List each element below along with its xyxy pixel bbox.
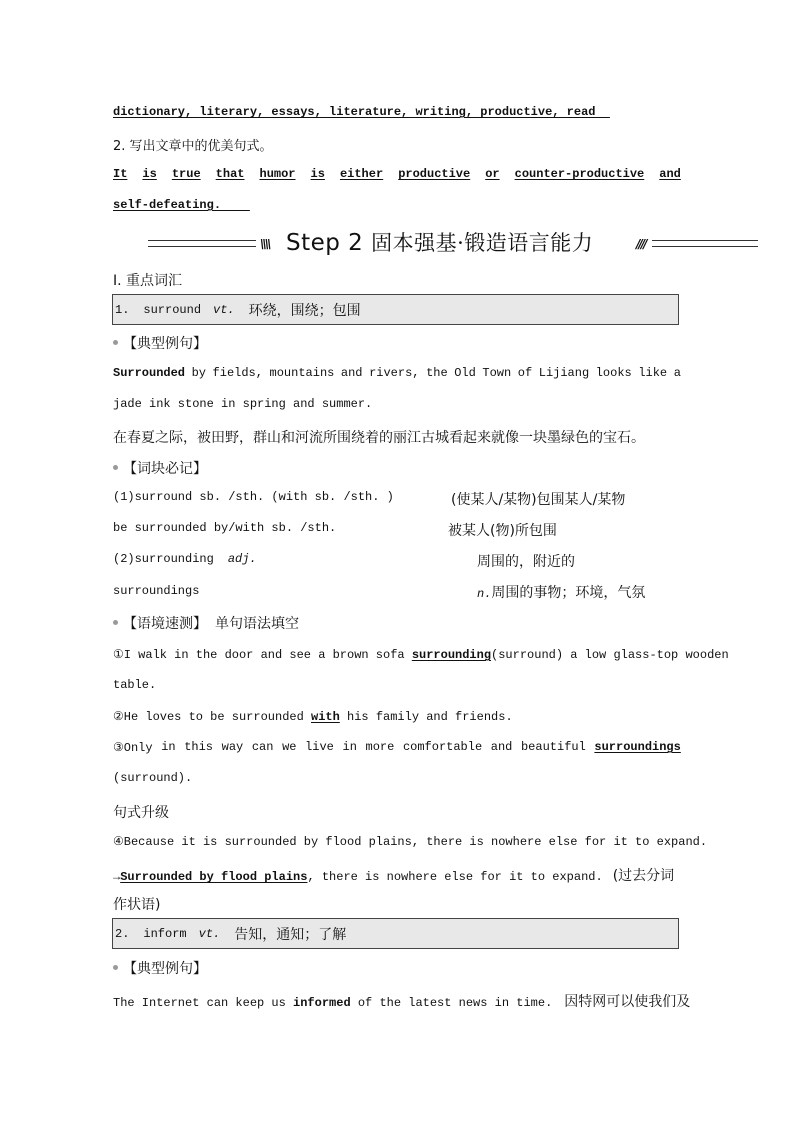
- chunks-label: 【词块必记】: [113, 458, 207, 478]
- vocab-word-list: [113, 105, 610, 119]
- quiz-q4-note2: 作状语): [113, 897, 161, 913]
- quiz-q2: ②He loves to be surrounded with his family and friends.: [113, 710, 513, 724]
- example1-line1: Surrounded by fields, mountains and rivers, the Old Town of Lijiang looks like a: [113, 366, 681, 380]
- banner-subtitle: 固本强基·锻造语言能力: [371, 231, 594, 255]
- vocab-meaning: 告知，通知；了解: [234, 926, 347, 943]
- examples-label: 【典型例句】: [113, 333, 207, 353]
- q1-answer: surrounding: [411, 648, 492, 662]
- step2-banner: [148, 227, 758, 259]
- word-list-text: dictionary, literary, essays, literature, writing, productive, read: [113, 105, 596, 119]
- section-heading: Ⅰ. 重点词汇: [113, 273, 183, 289]
- chunk-3-en: (2)surrounding adj.: [113, 552, 257, 566]
- chunk-2-en: be surrounded by/with sb. /sth.: [113, 521, 337, 535]
- chunk-2-zh: 被某人(物)所包围: [448, 523, 557, 539]
- upgrade-label: 句式升级: [113, 805, 169, 821]
- chunk-1-zh: (使某人/某物)包围某人/某物: [451, 492, 626, 508]
- arrow-icon: →: [113, 870, 121, 884]
- model-sentence-line2: self-defeating.: [113, 198, 222, 212]
- quiz-q1-line2: table.: [113, 678, 157, 692]
- chunk-3-zh: 周围的，附近的: [477, 554, 575, 570]
- vocab-box-inform: 2. inform vt. 告知，通知；了解: [112, 918, 679, 949]
- banner-left-rule: [148, 240, 256, 247]
- q3-answer: surroundings: [594, 740, 681, 754]
- task-2-label: 2. 写出文章中的优美句式。: [113, 139, 273, 154]
- bullet-icon: [113, 620, 118, 625]
- chunk-4-en: surroundings: [113, 584, 200, 598]
- vocab-word: inform: [143, 926, 187, 941]
- model-sentence-line1: It is true that humor is either productive or counter-productive and: [113, 167, 681, 181]
- quiz-q3: ③Only in this way can we live in more comfortable and beautiful surroundings: [113, 740, 681, 755]
- quiz-q3-line2: (surround).: [113, 771, 193, 785]
- example2: The Internet can keep us informed of the latest news in time. 因特网可以使我们及: [113, 994, 691, 1010]
- banner-step: Step 2: [286, 230, 364, 256]
- vocab-box-surround: 1. surround vt. 环绕，围绕；包围: [112, 294, 679, 325]
- example1-translation: 在春夏之际，被田野，群山和河流所围绕着的丽江古城看起来就像一块墨绿色的宝石。: [113, 430, 645, 446]
- vocab-word: surround: [143, 302, 202, 317]
- chunk-4-zh: n.周围的事物；环境，气氛: [477, 585, 646, 601]
- quiz-label: 【语境速测】 单句语法填空: [113, 613, 299, 633]
- quiz-q4-answer: →Surrounded by flood plains, there is nowhere else for it to expand. (过去分词: [113, 868, 675, 884]
- chunk-1-en: (1)surround sb. /sth. (with sb. /sth. ): [113, 490, 394, 504]
- q4-answer: Surrounded by flood plains: [120, 870, 308, 884]
- bullet-icon: [113, 965, 118, 970]
- examples-label-2: 【典型例句】: [113, 958, 207, 978]
- vocab-meaning: 环绕，围绕；包围: [248, 302, 361, 319]
- quiz-q1: ①I walk in the door and see a brown sofa surrounding(surround) a low glass-top wooden: [113, 648, 729, 662]
- bullet-icon: [113, 465, 118, 470]
- bullet-icon: [113, 340, 118, 345]
- example1-line2: jade ink stone in spring and summer.: [113, 397, 373, 411]
- q2-answer: with: [311, 710, 340, 724]
- vocab-pos: vt.: [213, 302, 235, 317]
- banner-right-slashes: ////: [636, 237, 646, 251]
- quiz-q4: ④Because it is surrounded by flood plains, there is nowhere else for it to expand.: [113, 835, 708, 849]
- banner-right-rule: [652, 240, 758, 247]
- banner-left-slashes: \\\\: [260, 237, 270, 251]
- banner-title: [286, 227, 593, 259]
- vocab-pos: vt.: [198, 926, 221, 941]
